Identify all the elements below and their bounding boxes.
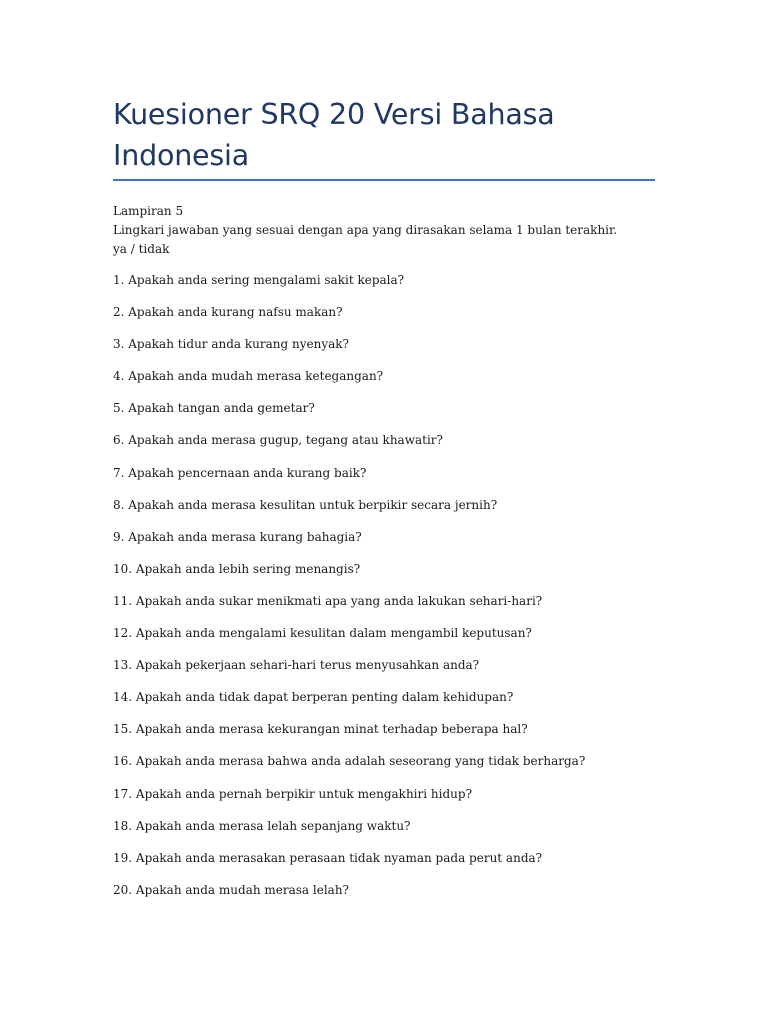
question-item: 3. Apakah tidur anda kurang nyenyak? [113, 337, 349, 352]
question-item: 17. Apakah anda pernah berpikir untuk mengakhiri hidup? [113, 786, 473, 801]
question-item: 5. Apakah tangan anda gemetar? [113, 401, 315, 416]
question-item: 18. Apakah anda merasa lelah sepanjang waktu? [113, 818, 411, 833]
question-item: 10. Apakah anda lebih sering menangis? [113, 561, 361, 576]
question-item: 13. Apakah pekerjaan sehari-hari terus menyusahkan anda? [113, 658, 480, 673]
question-item: 14. Apakah anda tidak dapat berperan penting dalam kehidupan? [113, 690, 514, 705]
question-item: 9. Apakah anda merasa kurang bahagia? [113, 529, 362, 544]
question-item: 8. Apakah anda merasa kesulitan untuk berpikir secara jernih? [113, 497, 498, 512]
answer-options: ya / tidak [113, 242, 170, 256]
question-item: 6. Apakah anda merasa gugup, tegang atau khawatir? [113, 433, 443, 448]
question-item: 7. Apakah pencernaan anda kurang baik? [113, 465, 367, 480]
title-underline [113, 179, 655, 181]
question-item: 11. Apakah anda sukar menikmati apa yang anda lakukan sehari-hari? [113, 593, 543, 608]
intro-block [113, 202, 673, 259]
question-item: 12. Apakah anda mengalami kesulitan dalam mengambil keputusan? [113, 626, 532, 641]
instruction-text: Lingkari jawaban yang sesuai dengan apa yang dirasakan selama 1 bulan terakhir. [113, 223, 618, 237]
question-item: 20. Apakah anda mudah merasa lelah? [113, 882, 349, 897]
question-item: 15. Apakah anda merasa kekurangan minat terhadap beberapa hal? [113, 722, 528, 737]
appendix-label: Lampiran 5 [113, 204, 184, 218]
question-item: 19. Apakah anda merasakan perasaan tidak nyaman pada perut anda? [113, 850, 543, 865]
question-item: 1. Apakah anda sering mengalami sakit kepala? [113, 273, 405, 287]
document-title: Kuesioner SRQ 20 Versi Bahasa Indonesia [113, 98, 555, 172]
question-item: 4. Apakah anda mudah merasa ketegangan? [113, 369, 384, 384]
question-item: 2. Apakah anda kurang nafsu makan? [113, 305, 343, 320]
question-item: 16. Apakah anda merasa bahwa anda adalah seseorang yang tidak berharga? [113, 754, 586, 769]
question-list [113, 270, 585, 912]
